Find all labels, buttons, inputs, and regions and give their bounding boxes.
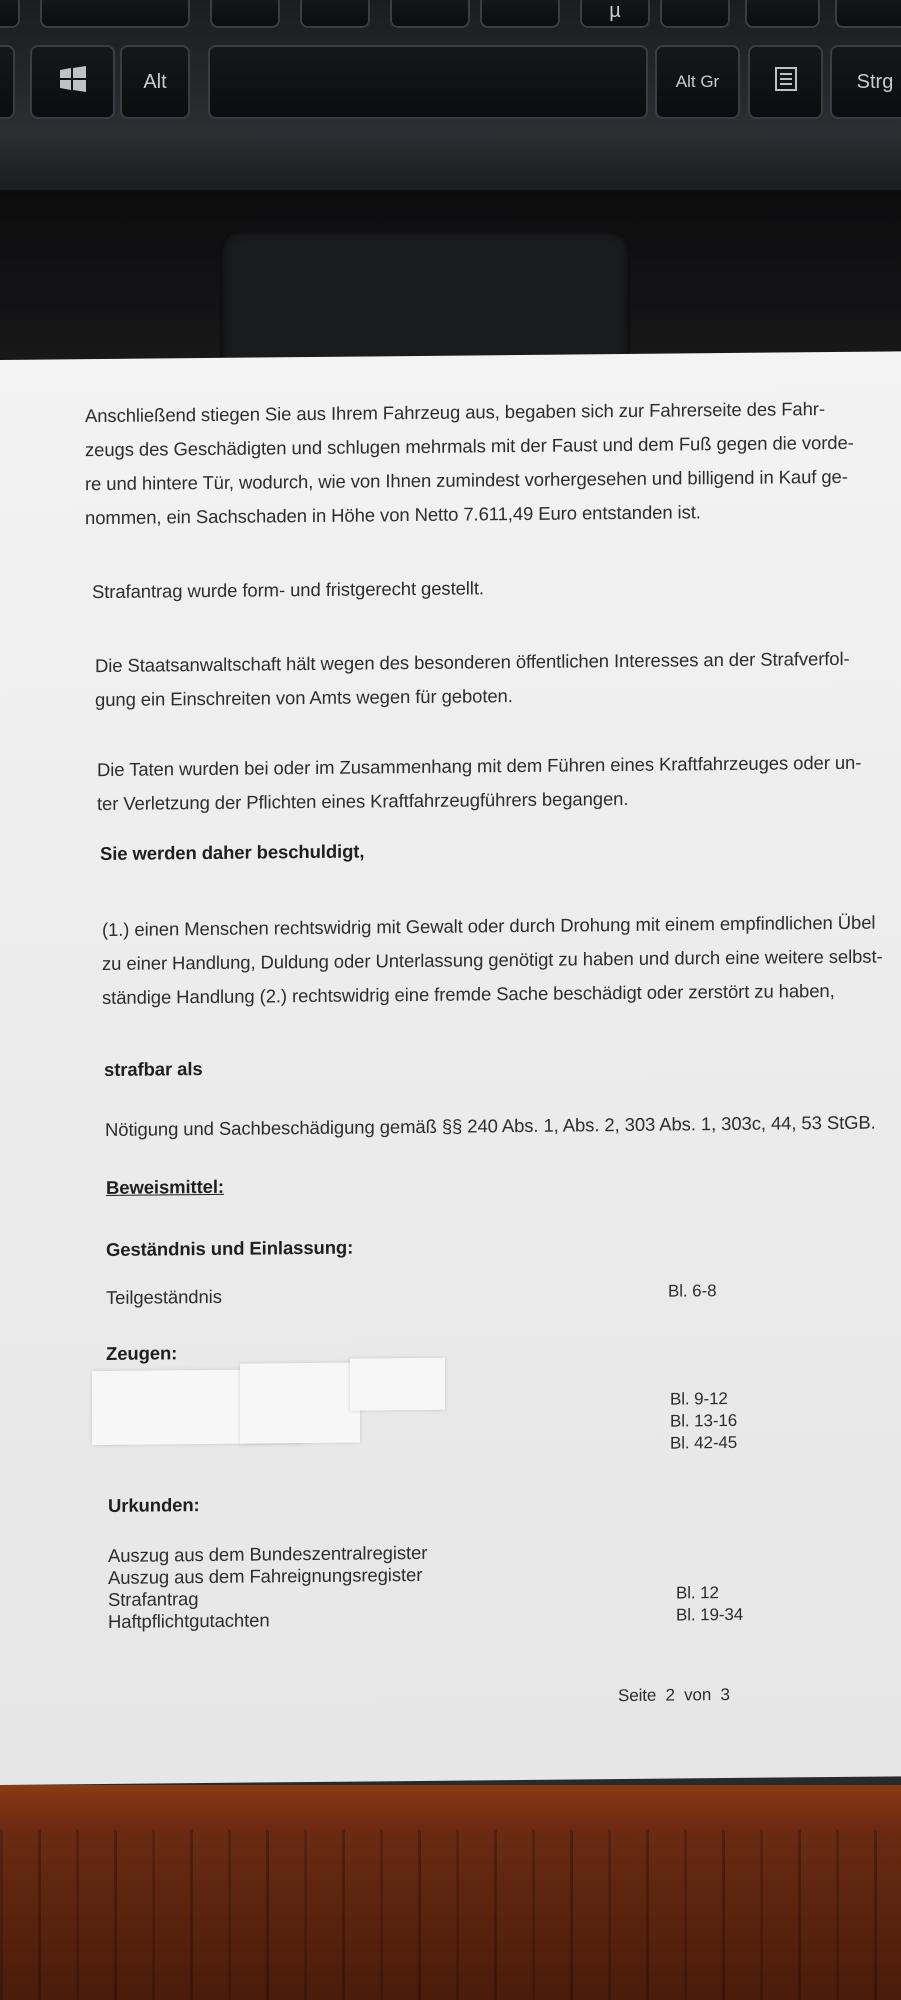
key [210,0,280,28]
paragraph-line: zeugs des Geschädigten und schlugen mehrmals mit der Faust und dem Fuß gegen die vorde- [85,431,854,461]
paragraph-line: Die Taten wurden bei oder im Zusammenhang mit dem Führen eines Kraftfahrzeuges oder un- [97,751,862,781]
strg-key-label: Strg [856,70,894,93]
paragraph-line: nommen, ein Sachschaden in Höhe von Netto 7.611,49 Euro entstanden ist. [85,501,701,529]
confession-item-label: Teilgeständnis [106,1285,222,1308]
document-page [0,351,901,1785]
document-item-ref: Bl. 12 [676,1583,719,1603]
document-item-ref: Bl. 19-34 [676,1604,744,1625]
menu-key [748,45,823,119]
charge-line: (1.) einen Menschen rechtswidrig mit Gewalt oder durch Drohung mit einem empfindlichen Übel [102,911,876,941]
key [0,45,15,119]
alt-key [120,45,190,119]
key [40,0,190,28]
altgr-key-label: Alt Gr [675,72,720,91]
charge-line: ständige Handlung (2.) rechtswidrig eine fremde Sache beschädigt oder zerstört zu haben, [102,979,835,1009]
key-label: µ [609,0,621,22]
accused-heading: Sie werden daher beschuldigt, [100,840,365,865]
document-item-label: Strafantrag [108,1588,199,1610]
documents-heading: Urkunden: [108,1494,200,1516]
punishable-heading: strafbar als [104,1058,203,1081]
redacted-witness-names [350,1358,445,1411]
windows-key [30,45,115,119]
witness-ref: Bl. 9-12 [670,1389,728,1409]
offense-line: Nötigung und Sachbeschädigung gemäß §§ 240 Abs. 1, Abs. 2, 303 Abs. 1, 303c, 44, 53 StGB. [105,1111,876,1140]
document-item-label: Haftpflichtgutachten [108,1609,270,1632]
laptop-keyboard [0,0,901,190]
key [300,0,370,28]
wooden-table [0,1830,901,2000]
key [745,0,820,28]
key [0,0,20,28]
alt-key-label: Alt [143,70,167,93]
witness-ref: Bl. 42-45 [670,1432,738,1453]
confession-item-ref: Bl. 6-8 [668,1281,717,1301]
paragraph-line: gung ein Einschreiten von Amts wegen für geboten. [95,685,513,711]
document-item-label: Auszug aus dem Fahreignungsregister [108,1563,423,1588]
paragraph-line: ter Verletzung der Pflichten eines Kraftfahrzeugführers begangen. [97,787,629,815]
key [480,0,560,28]
paragraph-line: Anschließend stiegen Sie aus Ihrem Fahrzeug aus, begaben sich zur Fahrerseite des Fahr- [85,398,825,427]
altgr-key [655,45,740,119]
paragraph-line: re und hintere Tür, wodurch, wie von Ihnen zumindest vorhergesehen und billigend in Kauf ge- [85,465,848,495]
table-edge [0,1785,901,1830]
key [835,0,901,28]
menu-icon [773,66,799,98]
confession-heading: Geständnis und Einlassung: [106,1236,354,1260]
evidence-heading: Beweismittel: [106,1175,224,1198]
page-indicator: Seite 2 von 3 [618,1684,730,1706]
charge-line: zu einer Handlung, Duldung oder Unterlassung genötigt zu haben und durch eine weitere selbst- [102,945,883,975]
witnesses-heading: Zeugen: [106,1342,178,1364]
witness-ref: Bl. 13-16 [670,1410,738,1431]
key [660,0,730,28]
paragraph-line: Die Staatsanwaltschaft hält wegen des besonderen öffentlichen Interesses an der Strafverfol- [95,647,850,677]
key-mu [580,0,650,28]
space-bar [208,45,648,119]
paragraph-strafantrag: Strafantrag wurde form- und fristgerecht gestellt. [92,577,484,603]
redacted-witness-names [240,1363,360,1444]
strg-key [830,45,901,119]
windows-logo-icon [58,65,88,99]
document-item-label: Auszug aus dem Bundeszentralregister [108,1541,428,1566]
key [390,0,470,28]
